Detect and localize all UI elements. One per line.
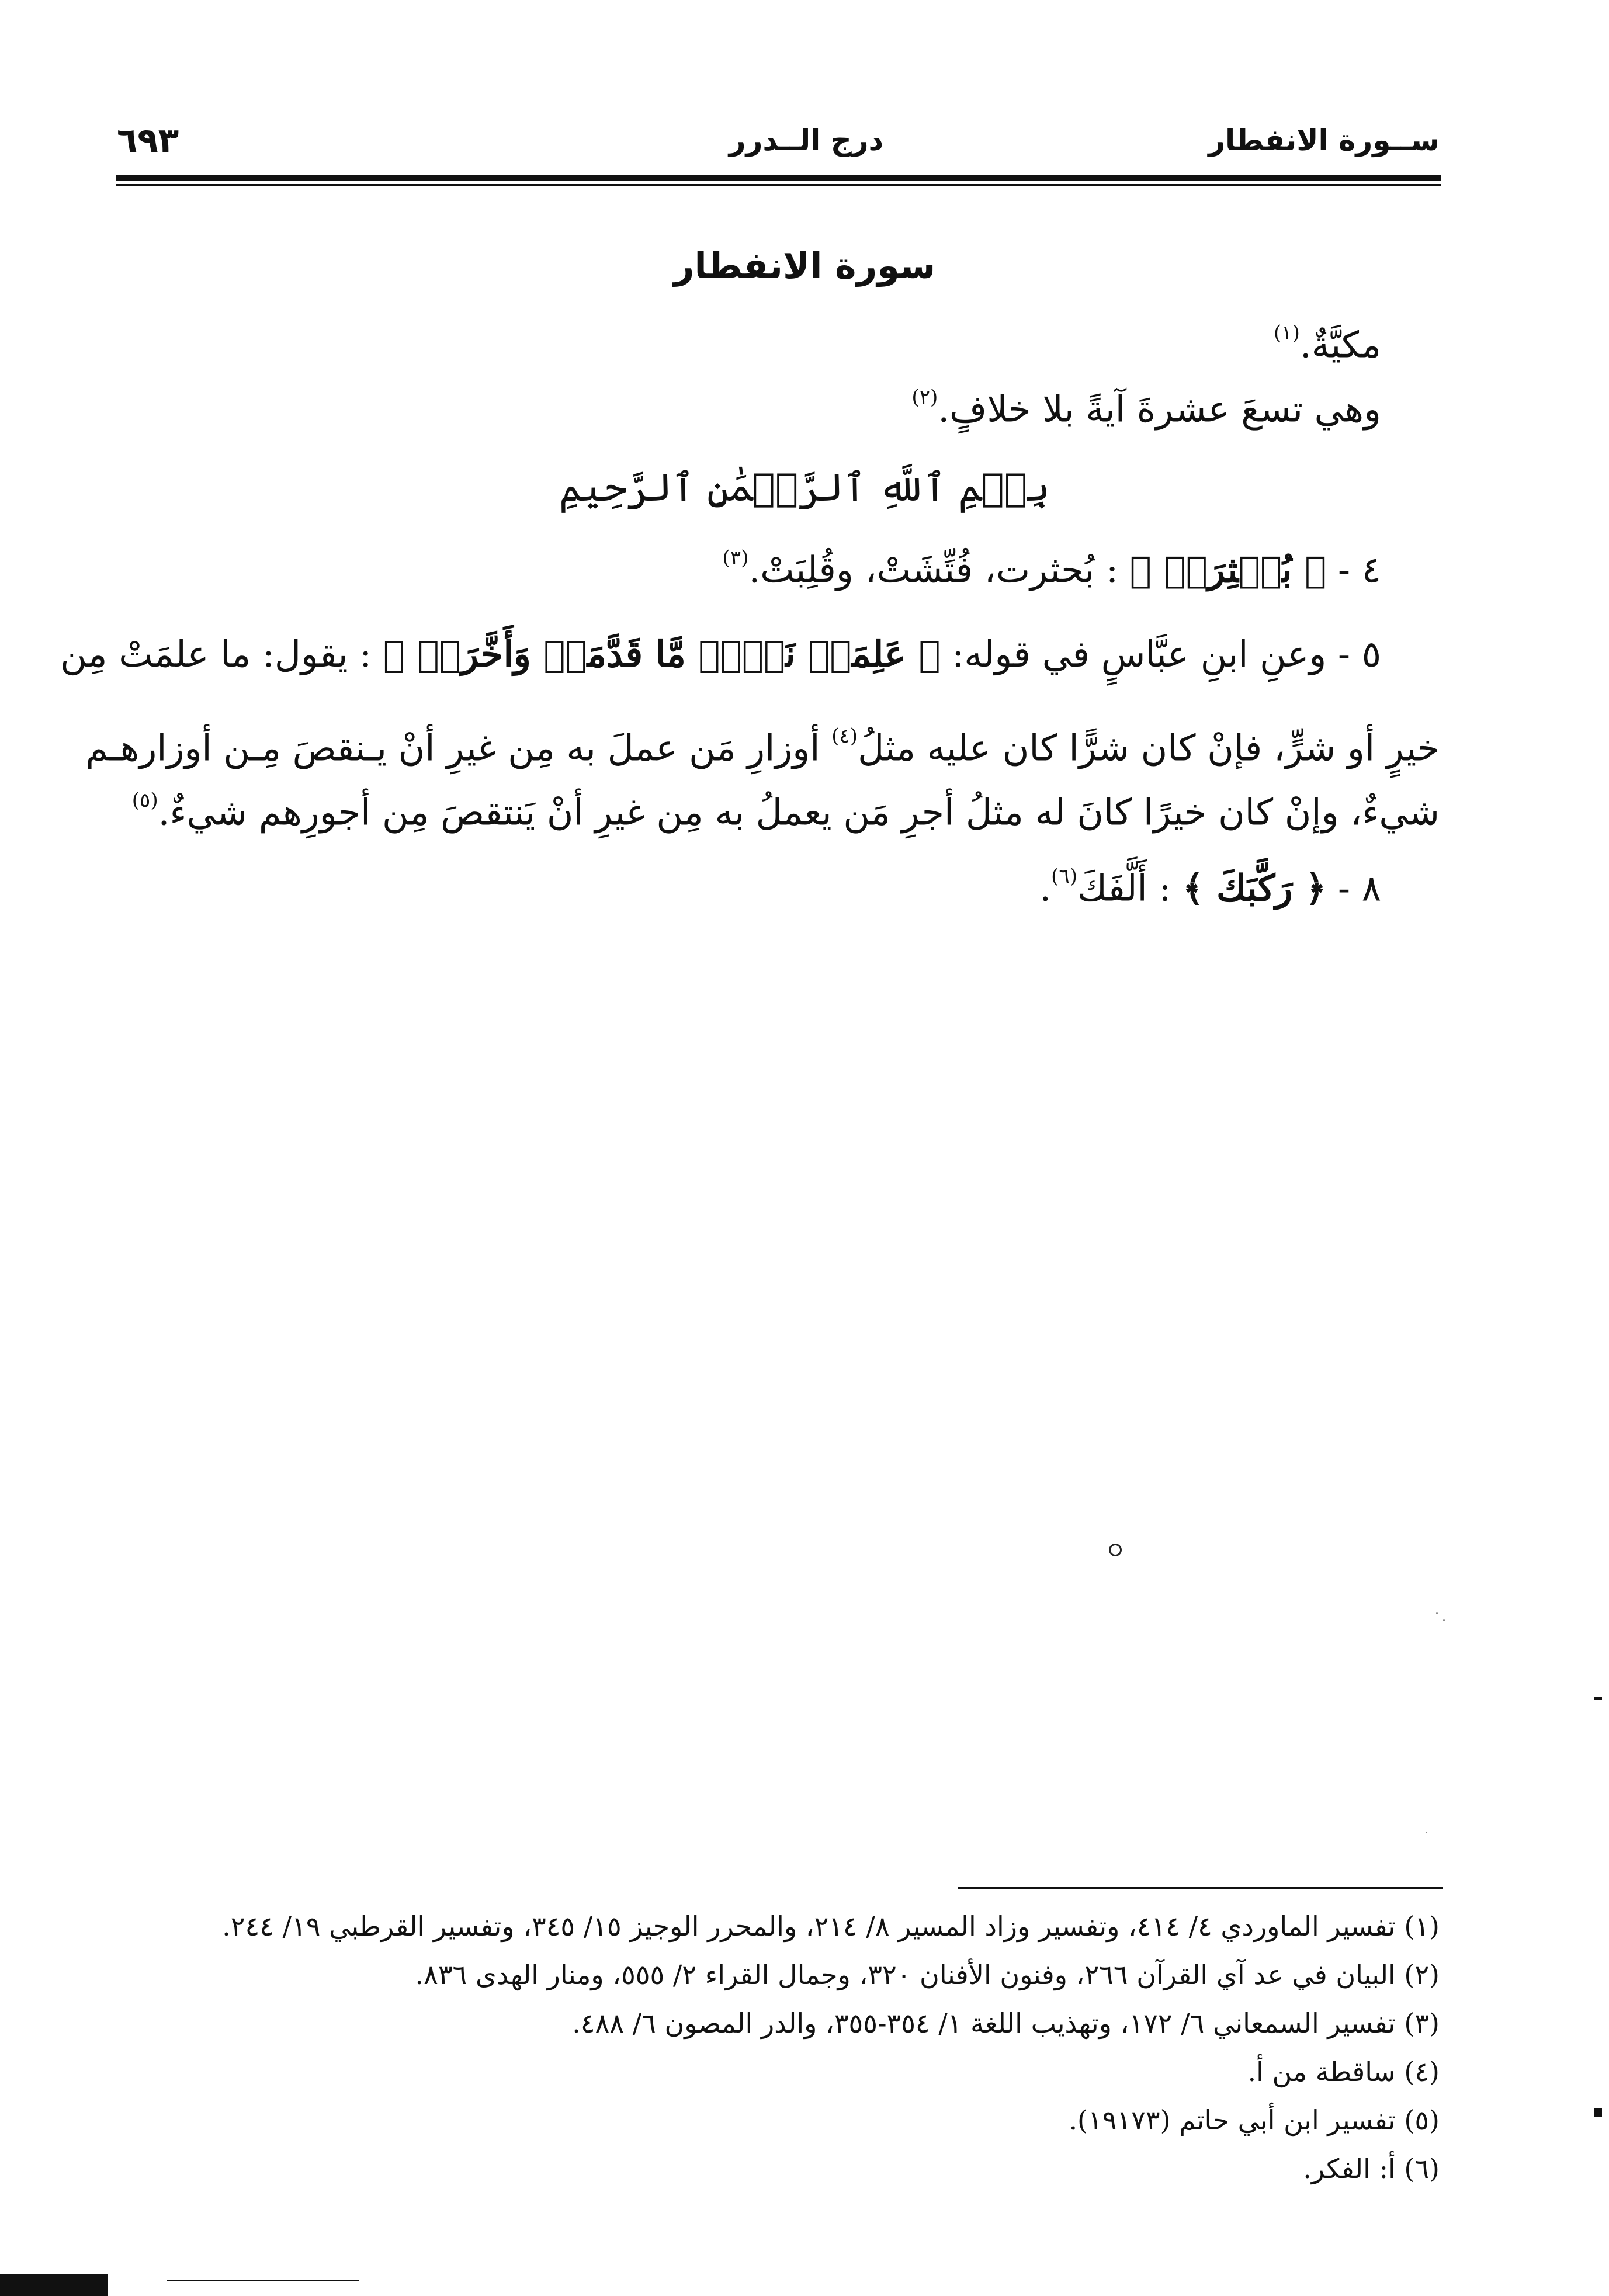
verse-5-quote: ﴿ عَلِمَتۡ نَفۡسٞ مَّا قَدَّمَتۡ وَأَخَّرَتۡ ﴾: [383, 633, 941, 675]
footnote-3: (٣) تفسير السمعاني ٦/ ١٧٢، وتهذيب اللغة ١/ ٣٥٤-٣٥٥، والدر المصون ٦/ ٤٨٨.: [572, 2007, 1440, 2039]
header-rule-thin: [116, 184, 1441, 186]
verse-4-number: ٤ -: [1338, 548, 1381, 591]
verse-4-gloss: : بُحثرت، فُتِّشَتْ، وقُلِبَتْ.: [748, 548, 1118, 591]
footnote-1: (١) تفسير الماوردي ٤/ ٤١٤، وتفسير وزاد المسير ٨/ ٢١٤، والمحرر الوجيز ١٥/ ٣٤٥، وتفسير القرطبي ١٩/ ٢٤٤.: [222, 1910, 1440, 1942]
verse-5-intro: وعنِ ابنِ عبَّاسٍ في قوله:: [952, 633, 1327, 675]
footnote-2: (٢) البيان في عد آي القرآن ٢٦٦، وفنون الأفنان ٣٢٠، وجمال القراء ٢/ ٥٥٥، ومنار الهدى ٨٣٦.: [415, 1959, 1440, 1990]
verse-5-text-2a: خيرٍ أو شرٍّ، فإنْ كان شرًّا كان عليه مثلُ: [858, 726, 1440, 769]
scan-bottom-bar: [0, 2274, 108, 2296]
scan-speck: [1426, 1832, 1427, 1833]
page-number: ٦٩٣: [117, 120, 179, 160]
header-surah-name: ســورة الانفطار: [1208, 123, 1440, 157]
footnote-ref-2: (٢): [911, 386, 938, 409]
footnote-ref-4: (٤): [831, 724, 858, 748]
scan-edge-mark: [1594, 2108, 1602, 2117]
verse-8-number: ٨ -: [1338, 866, 1381, 910]
scan-speck: [1443, 1619, 1445, 1621]
scan-speck: [1436, 1612, 1438, 1614]
footnote-6: (٦) أ: الفكر.: [1303, 2153, 1440, 2184]
makki-line: [1274, 304, 1381, 374]
header-book-title: درج الــدرر: [729, 123, 884, 157]
verse-5-line-3: [132, 771, 1440, 842]
verse-count-text: وهي تسعَ عشرةَ آيةً بلا خلافٍ.: [938, 387, 1381, 431]
verse-4-quote: ﴿ بُعۡثِرَتۡ ﴾: [1129, 548, 1327, 591]
verse-5-line-1: [60, 625, 1381, 684]
footnote-4: (٤) ساقطة من أ.: [1247, 2056, 1440, 2087]
footnote-ref-3: (٣): [722, 546, 749, 570]
verse-5-commentary-start: : يقول: ما علمَتْ مِن: [60, 633, 372, 675]
verse-5-number: ٥ -: [1338, 633, 1381, 675]
verse-8-line: [1039, 847, 1381, 918]
header-rule-thick: [116, 175, 1441, 181]
verse-count-line: [911, 368, 1381, 439]
surah-title: سورة الانفطار: [673, 244, 936, 287]
footnote-separator: [958, 1887, 1443, 1889]
footnote-ref-1: (١): [1273, 321, 1300, 345]
footnote-ref-6: (٦): [1051, 865, 1077, 888]
verse-8-quote: ﴿ رَكَّبَكَ ﴾: [1183, 866, 1327, 910]
verse-8-end: .: [1039, 866, 1052, 910]
basmala: بِسۡمِ ٱللَّهِ ٱلرَّحۡمَٰنِ ٱلرَّحِيمِ: [559, 465, 1050, 510]
scan-speck-circle: [1109, 1544, 1122, 1556]
verse-5-text-3: شيءٌ، وإنْ كان خيرًا كانَ له مثلُ أجرِ مَن يعملُ به مِن غيرِ أنْ يَنتقصَ مِن أجورِهم شيءٌ.: [158, 790, 1440, 834]
verse-4-line: [723, 529, 1381, 599]
makki-text: مكيَّةٌ.: [1299, 323, 1381, 366]
footnote-ref-5: (٥): [131, 789, 158, 812]
scan-edge-mark: [1594, 1697, 1602, 1700]
footnote-5: (٥) تفسير ابن أبي حاتم (١٩١٧٣).: [1069, 2104, 1440, 2136]
verse-8-gloss: : أَلَّفَكَ: [1077, 866, 1171, 910]
verse-5-text-2b: أوزارِ مَن عملَ به مِن غيرِ أنْ يـنقصَ مِـن أوزارهـم: [85, 726, 820, 769]
scan-bottom-line: [167, 2280, 359, 2281]
verse-5-line-2: [85, 707, 1440, 778]
